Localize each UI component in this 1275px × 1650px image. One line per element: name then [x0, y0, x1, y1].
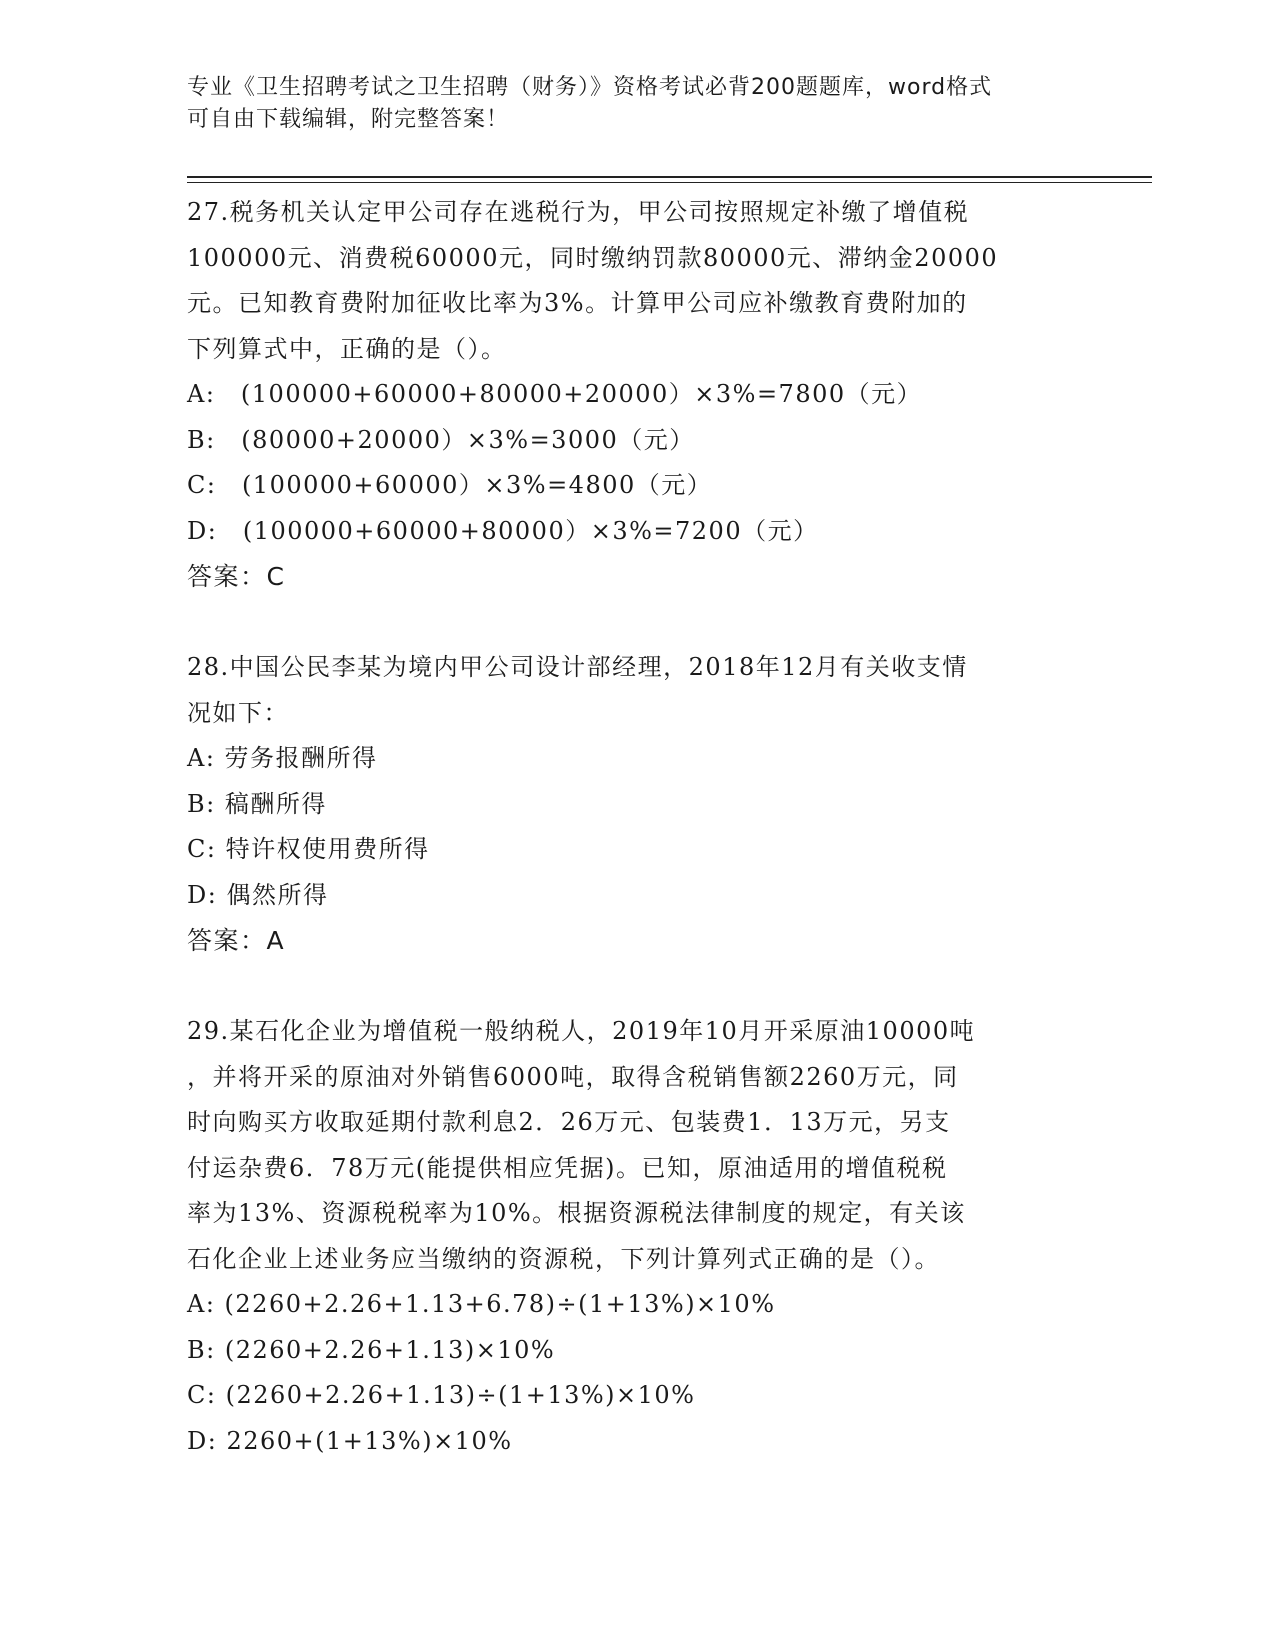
question-27-option-d: D: (100000+60000+80000）×3%=7200（元） — [187, 516, 819, 545]
question-27 — [187, 190, 1087, 600]
question-27-option-a: A: (100000+60000+80000+20000）×3%=7800（元） — [187, 380, 923, 408]
question-27-answer: 答案：C — [187, 562, 286, 591]
question-29-option-c: C: (2260+2.26+1.13)÷(1+13%)×10% — [187, 1381, 696, 1409]
question-29-stem-line-5: 率为13%、资源税税率为10%。根据资源税法律制度的规定，有关该 — [187, 1199, 966, 1227]
question-29 — [187, 1009, 1087, 1464]
question-spacer — [187, 964, 1087, 1010]
question-29-option-d: D: 2260+(1+13%)×10% — [187, 1426, 513, 1455]
header-divider-thin — [187, 182, 1152, 183]
question-29-stem-line-6: 石化企业上述业务应当缴纳的资源税，下列计算列式正确的是（）。 — [187, 1244, 940, 1273]
question-27-stem-line-2: 100000元、消费税60000元，同时缴纳罚款80000元、滞纳金20000 — [187, 243, 999, 272]
question-27-stem-line-4: 下列算式中，正确的是（）。 — [187, 334, 507, 363]
question-28 — [187, 645, 1087, 964]
question-28-stem-line-1: 28.中国公民李某为境内甲公司设计部经理，2018年12月有关收支情 — [187, 653, 968, 681]
question-29-option-b: B: (2260+2.26+1.13)×10% — [187, 1335, 556, 1364]
header-title-line-2: 可自由下载编辑，附完整答案！ — [187, 107, 510, 132]
question-27-option-c: C: (100000+60000）×3%=4800（元） — [187, 471, 713, 499]
document-header — [187, 72, 1067, 136]
question-29-option-a: A: (2260+2.26+1.13+6.78)÷(1+13%)×10% — [187, 1290, 776, 1318]
question-29-stem-line-4: 付运杂费6．78万元(能提供相应凭据)。已知，原油适用的增值税税 — [187, 1153, 948, 1182]
question-29-stem-line-2: ，并将开采的原油对外销售6000吨，取得含税销售额2260万元，同 — [187, 1062, 959, 1091]
question-29-stem-line-1: 29.某石化企业为增值税一般纳税人，2019年10月开采原油10000吨 — [187, 1017, 976, 1045]
question-28-option-c: C: 特许权使用费所得 — [187, 835, 430, 863]
question-28-stem-line-2: 况如下： — [187, 698, 289, 727]
question-27-stem-line-1: 27.税务机关认定甲公司存在逃税行为，甲公司按照规定补缴了增值税 — [187, 198, 970, 226]
question-28-option-a: A: 劳务报酬所得 — [187, 744, 378, 772]
header-title-line-1: 专业《卫生招聘考试之卫生招聘（财务）》资格考试必背200题题库，word格式 — [187, 75, 993, 100]
question-28-option-b: B: 稿酬所得 — [187, 789, 327, 818]
question-27-option-b: B: (80000+20000）×3%=3000（元） — [187, 425, 695, 454]
question-28-answer: 答案：A — [187, 926, 286, 955]
question-29-stem-line-3: 时向购买方收取延期付款利息2．26万元、包装费1．13万元，另支 — [187, 1108, 951, 1136]
question-28-option-d: D: 偶然所得 — [187, 880, 329, 909]
question-list — [187, 190, 1087, 1464]
question-spacer — [187, 600, 1087, 646]
header-divider-thick — [187, 176, 1152, 178]
question-27-stem-line-3: 元。已知教育费附加征收比率为3%。计算甲公司应补缴教育费附加的 — [187, 289, 968, 317]
